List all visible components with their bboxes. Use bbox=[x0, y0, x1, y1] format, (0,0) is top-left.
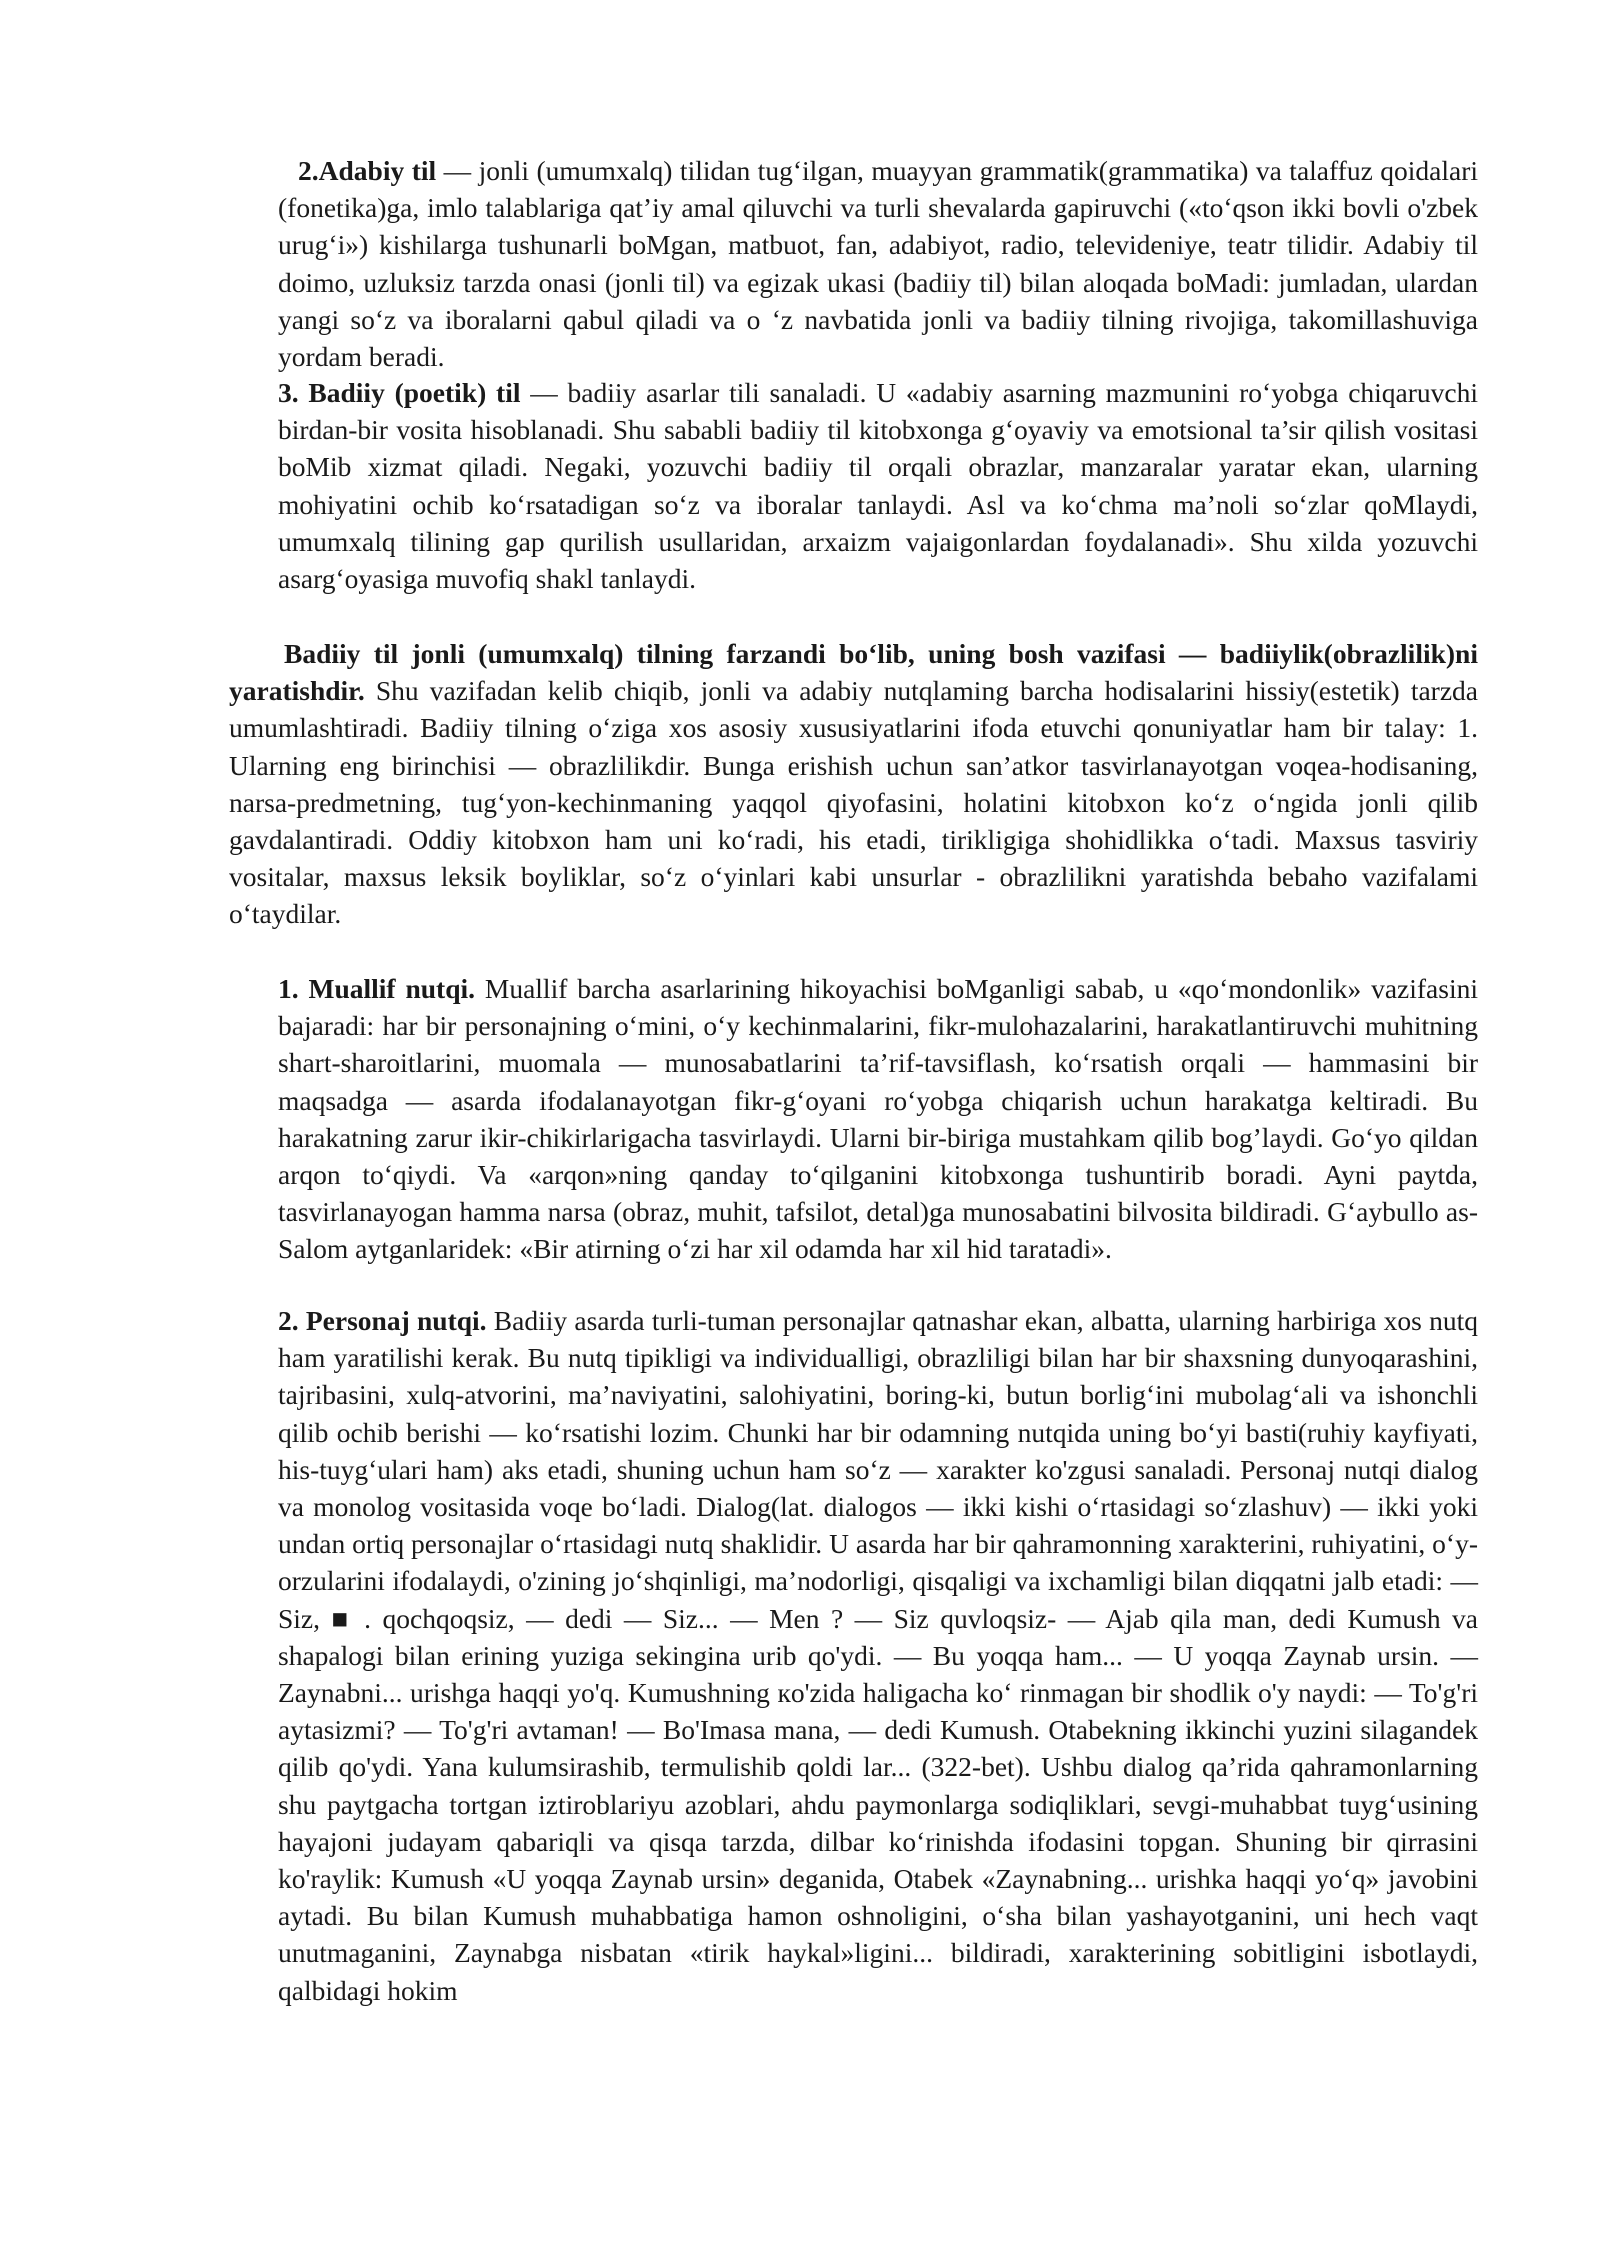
paragraph-personaj-nutqi bbox=[278, 1302, 1478, 2009]
paragraph-badiiy-til-vazifasi bbox=[229, 635, 1478, 933]
paragraph-heading: 2.Adabiy til bbox=[298, 155, 437, 186]
paragraph-heading: 1. Muallif nutqi. bbox=[278, 973, 476, 1004]
paragraph-heading: Badiiy til jonli (umumxalq) tilning farzandi bo‘lib, uning bosh vazifasi — badiiylik(obrazlilik)ni yaratishdir. bbox=[229, 638, 1478, 707]
paragraph-text: — badiiy asarlar tili sanaladi. U «adabiy asarning mazmunini ro‘yobga chiqaruvchi birdan-bir vosita hisoblanadi. Shu sababli badiiy til kitobxonga g‘oyaviy va emotsional ta’sir qilish vositasi boMib xizmat qiladi. Negaki, yozuvchi badiiy til orqali obrazlar, manzaralar yaratar ekan, ularning mohiyatini ochib ko‘rsatadigan so‘z va iboralar tanlaydi. Asl va ko‘chma ma’noli so‘zlar qoMlaydi, umumxalq tilining gap qurilish usullaridan, arxaizm vajaigonlardan foydalanadi». Shu xilda yozuvchi asarg‘oyasiga muvofiq shakl tanlaydi. bbox=[278, 377, 1478, 595]
paragraph-text: Badiiy asarda turli-tuman personajlar qatnashar ekan, albatta, ularning harbiriga xos nutq ham yaratilishi kerak. Bu nutq tipikligi va individualligi, obrazliligi bilan har bir shaxsning dunyoqarashini, tajribasini, xulq-atvorini, ma’naviyatini, salohiyatini, boring-ki, butun borlig‘ini mubolag‘ali va ishonchli qilib ochib berishi — ko‘rsatishi lozim. Chunki har bir odamning nutqida uning bo‘yi basti(ruhiy kayfiyati, his-tuyg‘ulari ham) aks etadi, shuning uchun ham so‘z — xarakter ko'zgusi sanaladi. Personaj nutqi dialog va monolog vositasida voqe bo‘ladi. Dialog(lat. dialogos — ikki kishi o‘rtasidagi so‘zlashuv) — ikki yoki undan ortiq personajlar o‘rtasidagi nutq shaklidir. U asarda har bir qahramonning xarakterini, ruhiyatini, o‘y-orzularini ifodalaydi, o'zining jo‘shqinligi, ma’nodorligi, qisqaligi va ixchamligi bilan diqqatni jalb etadi: — Siz, ■ . qochqoqsiz, — dedi — Siz... — Men ? — Siz quvloqsiz- — Ajab qila man, dedi Kumush va shapalogi bilan erining yuziga sekingina urib qo'ydi. — Bu yoqqa ham... — U yoqqa Zaynab ursin. — Zaynabni... urishga haqqi yo'q. Kumushning кo'zida haligacha ko‘ rinmagan bir shodlik o'y naydi: — To'g'ri aytasizmi? — To'g'ri avtaman! — Bo'Imasa mana, — dedi Kumush. Otabekning ikkinchi yuzini silagandek qilib qo'ydi. Yana kulumsirashib, termulishib qoldi lar... (322-bet). Ushbu dialog qa’rida qahramonlarning shu paytgacha tortgan iztiroblariyu azoblari, ahdu paymonlarga sodiqliklari, sevgi-muhabbat tuyg‘usining hayajoni judayam qabariqli va qisqa tarzda, dilbar ko‘rinishda ifodasini topgan. Shuning bir qirrasini ko'raylik: Kumush «U yoqqa Zaynab ursin» deganida, Otabek «Zaynabning... urishka haqqi yo‘q» javobini aytadi. Bu bilan Kumush muhabbatiga hamon oshnoligini, o‘sha bilan yashayotganini, uni hech vaqt unutmaganini, Zaynabga nisbatan «tirik haykal»ligini... bildiradi, xarakterining sobitligini isbotlaydi, qalbidagi hokim bbox=[278, 1305, 1479, 2006]
paragraph-text: Shu vazifadan kelib chiqib, jonli va adabiy nutqlaming barcha hodisalarini hissiy(estetik) tarzda umumlashtiradi. Badiiy tilning o‘ziga xos asosiy xususiyatlarini ifoda etuvchi qonuniyatlar ham bir talay: 1. Ularning eng birinchisi — obrazlilikdir. Bunga erishish uchun san’atkor tasvirlanayotgan voqea-hodisaning, narsa-predmetning, tug‘yon-kechinmaning yaqqol qiyofasini, holatini kitobxon ko‘z o‘ngida jonli qilib gavdalantiradi. Oddiy kitobxon ham uni ko‘radi, his etadi, tirikligiga shohidlikka o‘tadi. Maxsus tasviriy vositalar, maxsus leksik boyliklar, so‘z o‘yinlari kabi unsurlar - obrazlilikni yaratishda bebaho vazifalami o‘taydilar. bbox=[229, 675, 1478, 930]
paragraph-muallif-nutqi bbox=[278, 970, 1478, 1268]
paragraph-adabiy-til bbox=[278, 152, 1478, 375]
paragraph-text: Muallif barcha asarlarining hikoyachisi boMganligi sabab, u «qo‘mondonlik» vazifasini bajaradi: har bir personajning o‘mini, o‘y kechinmalarini, fikr-mulohazalarini, harakatlantiruvchi muhitning shart-sharoitlarini, muomala — munosabatlarini ta’rif-tavsiflash, ko‘rsatish orqali — hammasini bir maqsadga — asarda ifodalanayotgan fikr-g‘oyani ro‘yobga chiqarish uchun harakatga keltiradi. Bu harakatning zarur ikir-chikirlarigacha tasvirlaydi. Ularni bir-biriga mustahkam qilib bog’laydi. Go‘yo qildan arqon to‘qiydi. Va «arqon»ning qanday to‘qilganini kitobxonga tushuntirib boradi. Ayni paytda, tasvirlanayogan hamma narsa (obraz, muhit, tafsilot, detal)ga munosabatini bilvosita bildiradi. G‘aybullo as-Salom aytganlaridek: «Bir atirning o‘zi har xil odamda har xil hid taratadi». bbox=[278, 973, 1478, 1265]
paragraph-text: — jonli (umumxalq) tilidan tug‘ilgan, muayyan grammatik(grammatika) va talaffuz qoidalari (fonetika)ga, imlo talablariga qat’iy amal qiluvchi va turli shevalarda gapiruvchi («to‘qson ikki bovli o'zbek urug‘i») kishilarga tushunarli boMgan, matbuot, fan, adabiyot, radio, televideniye, teatr tilidir. Adabiy til doimo, uzluksiz tarzda onasi (jonli til) va egizak ukasi (badiiy til) bilan aloqada boMadi: jumladan, ulardan yangi so‘z va iboralarni qabul qiladi va o ‘z navbatida jonli va badiiy tilning rivojiga, takomillashuviga yordam beradi. bbox=[278, 155, 1478, 373]
paragraph-badiiy-til bbox=[278, 374, 1478, 597]
paragraph-heading: 2. Personaj nutqi. bbox=[278, 1305, 487, 1336]
paragraph-heading: 3. Badiiy (poetik) til bbox=[278, 377, 521, 408]
